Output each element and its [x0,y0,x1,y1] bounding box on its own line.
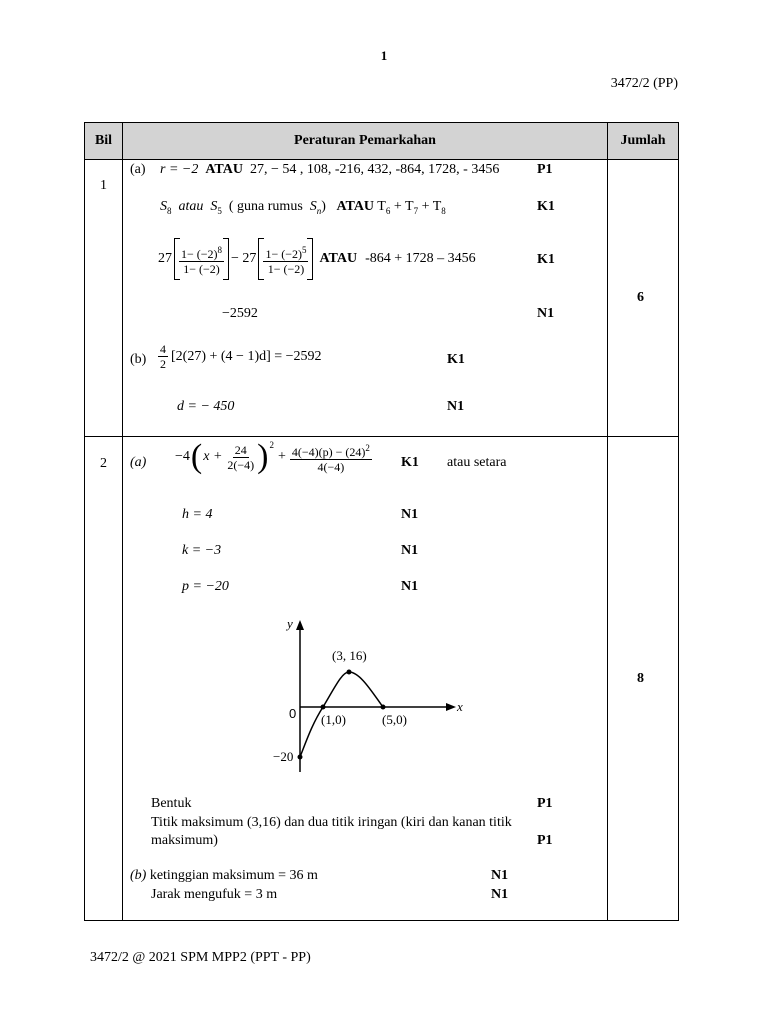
close-paren: ) [321,199,326,214]
q1-number: 1 [100,178,107,193]
plus-sign: + [278,449,286,464]
q1-atau-2: ATAU [336,199,375,214]
bracket-1 [174,238,229,280]
q1-mark-6: N1 [447,399,465,414]
s8-sub: 8 [167,205,172,216]
q1-line1 [160,162,499,178]
q2-h-mark: N1 [401,507,419,522]
max-point-label: (3, 16) [332,648,367,663]
fraction-2: $\frac{1- (-2)^5}{1- (-2)}$ [265,244,307,276]
q1-part-b-label: (b) [130,352,147,367]
t7-sub: 7 [413,205,419,216]
square-exp: 2 [269,440,274,450]
origin-label: 0 [289,706,297,721]
y-intercept-label: −20 [273,749,294,764]
root-point-2 [381,705,386,710]
titik-line-1: Titik maksimum (3,16) dan dua titik iringan (kiri dan kanan titik [151,815,512,830]
bentuk-mark: P1 [537,796,553,811]
q2-mark-1: K1 [401,455,419,470]
left-paren: ( [190,438,203,475]
q1-mark-4: N1 [537,306,555,321]
q2-h-value: h = 4 [182,507,213,522]
q2-p-value: p = −20 [182,579,229,594]
q2-number: 2 [100,456,107,471]
s8-symbol: S [160,199,167,214]
q1-line3-formula [158,238,476,280]
q2-note: atau setara [447,455,507,470]
q2-b-line2: Jarak mengufuk = 3 m [151,887,278,902]
header-bil: Bil [84,122,123,160]
s5-sub: 5 [217,205,222,216]
q2-line1-formula [175,440,372,474]
sn-symbol: S [309,199,317,214]
sn-sub: n [316,205,322,216]
x-plus: x + [203,449,223,464]
root2-label: (5,0) [382,712,407,727]
t8-sub: 8 [441,205,446,216]
bracket-2 [258,238,313,280]
q1-mark-1: P1 [537,162,553,177]
x-axis-arrow [446,703,456,711]
quadratic-graph [260,612,480,772]
q2-bil-cell [84,436,123,921]
titik-line-2: maksimum) [151,833,218,848]
minus-27: − 27 [231,251,257,266]
coef-27: 27 [158,251,172,266]
q1-line4-value: −2592 [222,306,258,321]
page-number: 1 [380,48,388,63]
q1-mark-3: K1 [537,252,555,267]
q1-line6-value: d = − 450 [177,399,235,414]
y-axis-label: y [287,616,293,631]
y-axis-arrow [296,620,304,630]
fraction-24: $\frac{24}{2(-4)}$ [227,442,255,472]
header-rules: Peraturan Pemarkahan [122,122,608,160]
t-symbol: T [377,199,386,214]
q1-total: 6 [637,290,644,305]
q1-atau: ATAU [205,162,243,177]
root1-label: (1,0) [321,712,346,727]
alt-sum: -864 + 1728 – 3456 [365,251,476,266]
fraction-4-2: $\frac{4}{2}$ [160,342,166,371]
q1-line5 [158,342,322,371]
plus-t: + T [390,199,414,214]
q1-atau-3: ATAU [319,251,358,266]
q1-mark-5: K1 [447,352,465,367]
q2-part-a-label: (a) [130,455,147,470]
atau-word: atau [178,199,204,214]
q1-part-a-label: (a) [130,162,146,177]
q2-p-mark: N1 [401,579,419,594]
header-total: Jumlah [607,122,679,160]
q1-bil-cell [84,159,123,437]
root-point-1 [321,705,326,710]
s5-symbol: S [210,199,218,214]
footer-text: 3472/2 @ 2021 SPM MPP2 (PPT - PP) [90,950,311,965]
x-axis-label: x [457,699,463,714]
plus-t-2: + T [418,199,442,214]
q2-total: 8 [637,671,644,686]
q1-b-expression: [2(27) + (4 − 1)d] = −2592 [171,348,322,364]
t6-sub: 6 [385,205,391,216]
bentuk-text: Bentuk [151,796,192,811]
titik-mark: P1 [537,833,553,848]
q1-mark-2: K1 [537,199,555,214]
document-code: 3472/2 (PP) [610,76,678,91]
q2-b-line1: ketinggian maksimum = 36 m [149,868,318,883]
right-paren: ) [257,438,269,475]
q1-line2 [160,199,446,216]
q2-part-b [130,868,318,884]
fraction-p: $\frac{4(-4)(p) - (24)^2}{4(-4)}$ [291,442,370,474]
q1-r-value: r = −2 [160,162,199,177]
y-intercept-point [298,755,303,760]
guna-rumus: ( guna rumus [228,199,303,214]
q2-k-mark: N1 [401,543,419,558]
minus-4: −4 [175,449,190,464]
q2-part-b-label: (b) [130,868,147,883]
q2-k-value: k = −3 [182,543,222,558]
q2-b-mark-2: N1 [491,887,509,902]
q2-b-mark-1: N1 [491,868,509,883]
q1-sequence: 27, − 54 , 108, -216, 432, -864, 1728, - 3456 [249,162,500,177]
fraction-1: $\frac{1- (-2)^8}{1- (-2)}$ [181,244,223,276]
max-point [347,670,352,675]
